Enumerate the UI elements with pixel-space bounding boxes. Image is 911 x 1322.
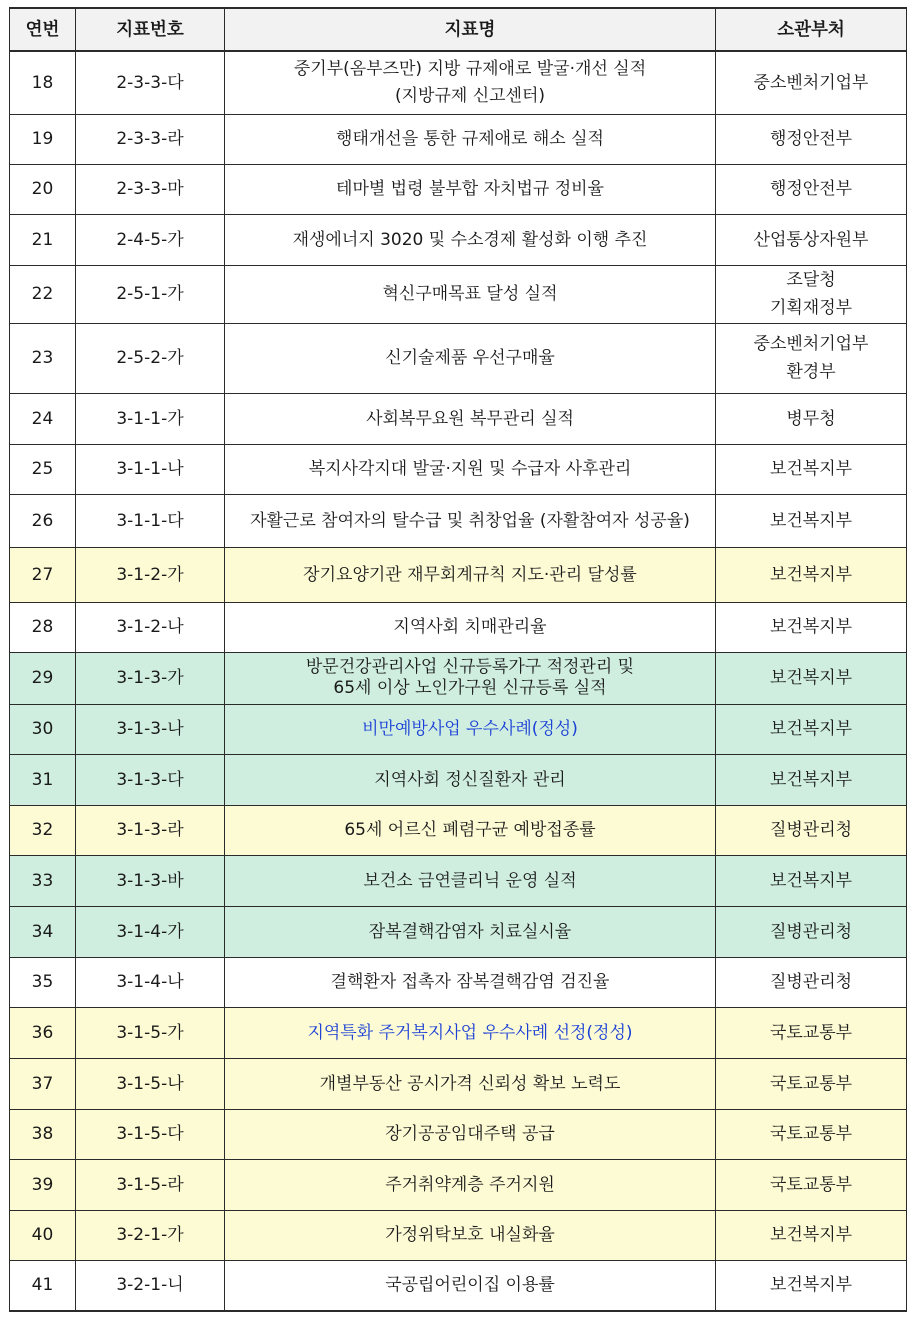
indicator-name-cell bbox=[225, 906, 716, 957]
department-line: 질병관리청 bbox=[769, 921, 853, 942]
indicator-name-line: 잠복결핵감염자 치료실시율 bbox=[368, 921, 572, 942]
indicator-code-cell: 3-1-1-다 bbox=[76, 494, 225, 547]
table-row bbox=[10, 652, 907, 704]
indicator-name bbox=[229, 967, 711, 997]
indicator-name-cell bbox=[225, 957, 716, 1007]
department-cell bbox=[716, 547, 907, 602]
indicator-name-line: 보건소 금연클리닉 운영 실적 bbox=[363, 870, 577, 891]
indicator-code-cell: 3-1-1-나 bbox=[76, 444, 225, 494]
indicator-name-cell bbox=[225, 494, 716, 547]
department-line: 보건복지부 bbox=[769, 719, 853, 739]
department-line: 산업통상자원부 bbox=[753, 229, 869, 250]
department-line: 보건복지부 bbox=[769, 564, 853, 585]
department-line: 중소벤처기업부 bbox=[753, 334, 869, 354]
indicator-code-cell: 3-1-5-나 bbox=[76, 1058, 225, 1109]
indicator-name-line: 재생에너지 3020 및 수소경제 활성화 이행 추진 bbox=[292, 229, 648, 250]
department-line: 국토교통부 bbox=[769, 1022, 853, 1043]
department-line: 보건복지부 bbox=[769, 510, 853, 531]
indicator-code-cell: 3-1-3-다 bbox=[76, 754, 225, 805]
header-indicator-name: 지표명 bbox=[225, 8, 716, 51]
department bbox=[720, 506, 902, 536]
indicator-name-cell bbox=[225, 114, 716, 164]
indicator-name bbox=[229, 560, 711, 590]
indicator-name-cell bbox=[225, 51, 716, 114]
indicator-code-cell: 3-1-5-라 bbox=[76, 1159, 225, 1210]
serial-number-cell: 36 bbox=[10, 1007, 76, 1058]
indicator-code-cell: 3-1-4-가 bbox=[76, 906, 225, 957]
indicator-name bbox=[229, 657, 711, 699]
indicator-name-line: 테마별 법령 불부합 자치법규 정비율 bbox=[336, 179, 604, 199]
indicator-name-cell bbox=[225, 214, 716, 265]
department-cell bbox=[716, 1260, 907, 1311]
department-cell bbox=[716, 805, 907, 855]
indicator-name bbox=[229, 917, 711, 947]
indicator-name bbox=[229, 815, 711, 845]
department-cell bbox=[716, 444, 907, 494]
indicator-name bbox=[229, 124, 711, 154]
indicator-name-line: 결핵환자 접촉자 잠복결핵감염 검진율 bbox=[330, 972, 610, 992]
indicator-name-cell bbox=[225, 265, 716, 323]
department bbox=[720, 124, 902, 154]
serial-number-cell: 39 bbox=[10, 1159, 76, 1210]
serial-number-cell: 25 bbox=[10, 444, 76, 494]
indicator-name-line: 개별부동산 공시가격 신뢰성 확보 노력도 bbox=[319, 1073, 621, 1094]
department-line: 국토교통부 bbox=[769, 1073, 853, 1094]
department-cell bbox=[716, 323, 907, 393]
department-line: 보건복지부 bbox=[769, 617, 853, 637]
header-row bbox=[10, 8, 907, 51]
serial-number-cell: 26 bbox=[10, 494, 76, 547]
department-cell bbox=[716, 1007, 907, 1058]
table-row bbox=[10, 1260, 907, 1311]
department bbox=[720, 404, 902, 434]
indicator-name-line: 사회복무요원 복무관리 실적 bbox=[366, 408, 574, 429]
indicator-name bbox=[229, 1119, 711, 1149]
department-line: 보건복지부 bbox=[769, 1225, 853, 1245]
indicator-code-cell: 3-2-1-니 bbox=[76, 1260, 225, 1311]
indicator-name bbox=[229, 1170, 711, 1200]
department-line: 질병관리청 bbox=[769, 972, 853, 992]
department-cell bbox=[716, 855, 907, 906]
indicator-name-line: 복지사각지대 발굴·지원 및 수급자 사후관리 bbox=[308, 459, 632, 479]
indicator-name-line: 장기공공임대주택 공급 bbox=[385, 1124, 555, 1144]
department bbox=[720, 266, 902, 322]
table-row bbox=[10, 754, 907, 805]
serial-number-cell: 27 bbox=[10, 547, 76, 602]
department-line: 환경부 bbox=[786, 362, 836, 382]
table-row bbox=[10, 265, 907, 323]
indicator-code-cell: 3-1-2-가 bbox=[76, 547, 225, 602]
serial-number-cell: 34 bbox=[10, 906, 76, 957]
department bbox=[720, 765, 902, 795]
table-header bbox=[10, 8, 907, 51]
indicator-name-cell bbox=[225, 652, 716, 704]
indicator-name bbox=[229, 225, 711, 255]
indicator-code-cell: 3-1-3-라 bbox=[76, 805, 225, 855]
table-row bbox=[10, 114, 907, 164]
department-line: 국토교통부 bbox=[769, 1124, 853, 1144]
indicator-name bbox=[229, 506, 711, 536]
department-line: 기획재정부 bbox=[769, 298, 853, 318]
department bbox=[720, 1018, 902, 1048]
department-cell bbox=[716, 754, 907, 805]
department bbox=[720, 68, 902, 98]
indicator-name-cell bbox=[225, 1159, 716, 1210]
department-line: 중소벤처기업부 bbox=[753, 72, 869, 93]
department-line: 국토교통부 bbox=[769, 1174, 853, 1195]
table-body bbox=[10, 51, 907, 1311]
department-cell bbox=[716, 51, 907, 114]
indicator-name bbox=[229, 454, 711, 484]
indicator-name bbox=[229, 279, 711, 309]
indicator-name-line: 지역특화 주거복지사업 우수사례 선정(정성) bbox=[307, 1022, 633, 1043]
department-cell bbox=[716, 1159, 907, 1210]
department-cell bbox=[716, 114, 907, 164]
serial-number-cell: 41 bbox=[10, 1260, 76, 1311]
department-cell bbox=[716, 214, 907, 265]
indicator-name-line: (지방규제 신고센터) bbox=[394, 85, 546, 106]
indicator-name-line: 65세 이상 노인가구원 신규등록 실적 bbox=[333, 678, 607, 698]
indicator-name-line: 신기술제품 우선구매율 bbox=[385, 348, 555, 368]
department-line: 보건복지부 bbox=[769, 459, 853, 479]
department bbox=[720, 330, 902, 386]
indicator-name bbox=[229, 174, 711, 204]
indicator-name-cell bbox=[225, 323, 716, 393]
table-row bbox=[10, 444, 907, 494]
table-row bbox=[10, 1007, 907, 1058]
serial-number-cell: 38 bbox=[10, 1109, 76, 1159]
department-cell bbox=[716, 1058, 907, 1109]
serial-number-cell: 19 bbox=[10, 114, 76, 164]
table-row bbox=[10, 51, 907, 114]
department-line: 조달청 bbox=[786, 270, 836, 290]
department-cell bbox=[716, 1109, 907, 1159]
department bbox=[720, 225, 902, 255]
indicator-code-cell: 3-1-5-다 bbox=[76, 1109, 225, 1159]
department bbox=[720, 612, 902, 642]
serial-number-cell: 20 bbox=[10, 164, 76, 214]
header-indicator-code: 지표번호 bbox=[76, 8, 225, 51]
serial-number-cell: 35 bbox=[10, 957, 76, 1007]
serial-number-cell: 31 bbox=[10, 754, 76, 805]
indicator-name-line: 장기요양기관 재무회계규칙 지도·관리 달성률 bbox=[303, 564, 637, 585]
serial-number-cell: 29 bbox=[10, 652, 76, 704]
indicator-name bbox=[229, 1220, 711, 1250]
department-cell bbox=[716, 957, 907, 1007]
indicator-code-cell: 2-3-3-라 bbox=[76, 114, 225, 164]
indicator-name bbox=[229, 404, 711, 434]
indicator-name-cell bbox=[225, 393, 716, 444]
department bbox=[720, 1069, 902, 1099]
serial-number-cell: 32 bbox=[10, 805, 76, 855]
indicator-name bbox=[229, 56, 711, 110]
indicator-code-cell: 2-5-1-가 bbox=[76, 265, 225, 323]
table-row bbox=[10, 855, 907, 906]
indicator-code-cell: 2-3-3-다 bbox=[76, 51, 225, 114]
indicator-name bbox=[229, 1018, 711, 1048]
department bbox=[720, 1270, 902, 1300]
indicator-name-cell bbox=[225, 1109, 716, 1159]
department-line: 보건복지부 bbox=[769, 769, 853, 790]
indicator-name bbox=[229, 765, 711, 795]
indicator-name-line: 중기부(옴부즈만) 지방 규제애로 발굴·개선 실적 bbox=[293, 58, 647, 79]
table-row bbox=[10, 393, 907, 444]
department bbox=[720, 917, 902, 947]
table-row bbox=[10, 164, 907, 214]
indicator-code-cell: 3-1-5-가 bbox=[76, 1007, 225, 1058]
department-cell bbox=[716, 602, 907, 652]
serial-number-cell: 23 bbox=[10, 323, 76, 393]
department-cell bbox=[716, 265, 907, 323]
indicator-code-cell: 3-1-1-가 bbox=[76, 393, 225, 444]
department bbox=[720, 454, 902, 484]
indicator-name-cell bbox=[225, 805, 716, 855]
indicator-name-cell bbox=[225, 1058, 716, 1109]
department-line: 질병관리청 bbox=[769, 820, 853, 840]
department-cell bbox=[716, 906, 907, 957]
serial-number-cell: 30 bbox=[10, 704, 76, 754]
department-cell bbox=[716, 393, 907, 444]
department bbox=[720, 663, 902, 693]
indicator-name-line: 가정위탁보호 내실화율 bbox=[385, 1225, 555, 1245]
table-row bbox=[10, 547, 907, 602]
serial-number-cell: 24 bbox=[10, 393, 76, 444]
department bbox=[720, 714, 902, 744]
indicator-code-cell: 3-1-3-가 bbox=[76, 652, 225, 704]
serial-number-cell: 33 bbox=[10, 855, 76, 906]
indicator-name bbox=[229, 1069, 711, 1099]
indicator-code-cell: 3-1-4-나 bbox=[76, 957, 225, 1007]
indicator-name bbox=[229, 866, 711, 896]
indicator-code-cell: 3-2-1-가 bbox=[76, 1210, 225, 1260]
table-row bbox=[10, 494, 907, 547]
department bbox=[720, 1170, 902, 1200]
department bbox=[720, 815, 902, 845]
indicator-name-cell bbox=[225, 855, 716, 906]
table-row bbox=[10, 704, 907, 754]
department-cell bbox=[716, 652, 907, 704]
indicator-name-line: 국공립어린이집 이용률 bbox=[385, 1275, 555, 1296]
table-row bbox=[10, 323, 907, 393]
department-line: 병무청 bbox=[786, 408, 836, 429]
indicator-name bbox=[229, 612, 711, 642]
serial-number-cell: 21 bbox=[10, 214, 76, 265]
indicator-name-cell bbox=[225, 754, 716, 805]
table-row bbox=[10, 602, 907, 652]
indicator-name bbox=[229, 714, 711, 744]
department-cell bbox=[716, 1210, 907, 1260]
department bbox=[720, 967, 902, 997]
indicator-name-cell bbox=[225, 444, 716, 494]
serial-number-cell: 28 bbox=[10, 602, 76, 652]
serial-number-cell: 40 bbox=[10, 1210, 76, 1260]
header-serial-number: 연번 bbox=[10, 8, 76, 51]
serial-number-cell: 22 bbox=[10, 265, 76, 323]
serial-number-cell: 37 bbox=[10, 1058, 76, 1109]
indicator-code-cell: 3-1-3-바 bbox=[76, 855, 225, 906]
department bbox=[720, 1119, 902, 1149]
header-department: 소관부처 bbox=[716, 8, 907, 51]
indicator-code-cell: 3-1-2-나 bbox=[76, 602, 225, 652]
indicator-name-cell bbox=[225, 1007, 716, 1058]
department-cell bbox=[716, 704, 907, 754]
table-row bbox=[10, 1159, 907, 1210]
indicator-name-line: 비만예방사업 우수사례(정성) bbox=[362, 719, 578, 739]
table-row bbox=[10, 1058, 907, 1109]
indicator-name-line: 자활근로 참여자의 탈수급 및 취창업율 (자활참여자 성공율) bbox=[250, 510, 690, 531]
indicator-code-cell: 3-1-3-나 bbox=[76, 704, 225, 754]
indicator-name-cell bbox=[225, 1210, 716, 1260]
department-line: 보건복지부 bbox=[769, 668, 853, 688]
indicator-code-cell: 2-3-3-마 bbox=[76, 164, 225, 214]
indicator-name-cell bbox=[225, 704, 716, 754]
table-row bbox=[10, 214, 907, 265]
department-cell bbox=[716, 164, 907, 214]
indicator-table bbox=[9, 7, 907, 1312]
department bbox=[720, 560, 902, 590]
indicator-name bbox=[229, 1270, 711, 1300]
department bbox=[720, 866, 902, 896]
department-line: 행정안전부 bbox=[769, 179, 853, 199]
table-row bbox=[10, 906, 907, 957]
indicator-name-cell bbox=[225, 1260, 716, 1311]
indicator-name-line: 65세 어르신 폐렴구균 예방접종률 bbox=[344, 820, 596, 840]
department-line: 보건복지부 bbox=[769, 1275, 853, 1296]
department-cell bbox=[716, 494, 907, 547]
indicator-code-cell: 2-5-2-가 bbox=[76, 323, 225, 393]
indicator-name-cell bbox=[225, 547, 716, 602]
department-line: 보건복지부 bbox=[769, 870, 853, 891]
table-row bbox=[10, 1109, 907, 1159]
table-row bbox=[10, 805, 907, 855]
indicator-name-line: 행태개선을 통한 규제애로 해소 실적 bbox=[336, 129, 604, 149]
indicator-name-line: 지역사회 치매관리율 bbox=[393, 617, 547, 637]
indicator-name-line: 지역사회 정신질환자 관리 bbox=[374, 769, 566, 790]
table-row bbox=[10, 1210, 907, 1260]
department bbox=[720, 1220, 902, 1250]
department-line: 행정안전부 bbox=[769, 129, 853, 149]
indicator-name-line: 주거취약계층 주거지원 bbox=[385, 1174, 555, 1195]
indicator-name-cell bbox=[225, 602, 716, 652]
indicator-name-line: 혁신구매목표 달성 실적 bbox=[382, 284, 558, 304]
indicator-name-cell bbox=[225, 164, 716, 214]
indicator-name bbox=[229, 343, 711, 373]
serial-number-cell: 18 bbox=[10, 51, 76, 114]
indicator-name-line: 방문건강관리사업 신규등록가구 적정관리 및 bbox=[305, 657, 635, 677]
department bbox=[720, 174, 902, 204]
indicator-code-cell: 2-4-5-가 bbox=[76, 214, 225, 265]
table-row bbox=[10, 957, 907, 1007]
